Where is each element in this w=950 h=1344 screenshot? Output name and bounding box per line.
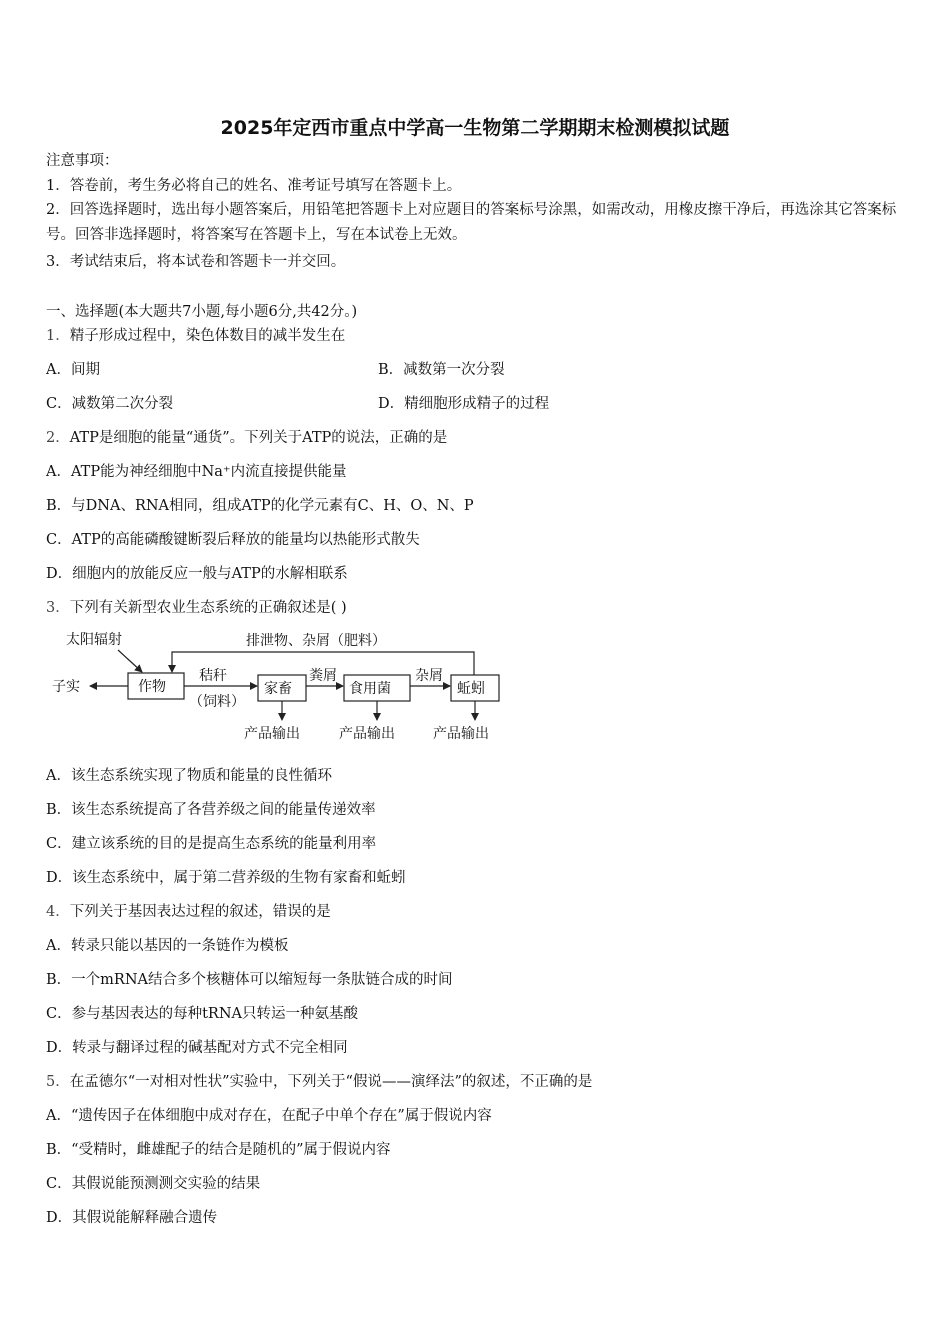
option-4c: C．参与基因表达的每种tRNA只转运一种氨基酸	[46, 1006, 358, 1022]
question-number: 2．	[46, 430, 70, 446]
seed-label: 子实	[52, 679, 80, 695]
option-2a: A．ATP能为神经细胞中Na⁺内流直接提供能量	[46, 464, 347, 480]
question-stem: 在孟德尔“一对相对性状”实验中，下列关于“假说——演绎法”的叙述，不正确的是	[69, 1074, 593, 1090]
straw-label: 秸秆	[199, 668, 227, 684]
fungi-label: 食用菌	[349, 681, 391, 697]
section-heading: 一、选择题(本大题共7小题,每小题6分,共42分。)	[46, 304, 358, 320]
option-5d: D．其假说能解释融合遗传	[46, 1210, 218, 1226]
manure-label: 粪屑	[309, 668, 337, 684]
question-5	[46, 1073, 592, 1091]
option-1c: C．减数第二次分裂	[46, 396, 174, 412]
option-5c: C．其假说能预测测交实验的结果	[46, 1176, 261, 1192]
question-number: 1．	[46, 328, 70, 344]
question-stem: 下列关于基因表达过程的叙述，错误的是	[69, 904, 331, 920]
output-label-3: 产品输出	[433, 726, 489, 742]
question-number: 3．	[46, 600, 70, 616]
question-number: 4．	[46, 904, 70, 920]
sun-label: 太阳辐射	[66, 632, 122, 648]
question-3	[46, 599, 347, 617]
option-1b: B．减数第一次分裂	[378, 362, 505, 378]
option-1d: D．精细胞形成精子的过程	[378, 396, 550, 412]
option-3d: D．该生态系统中，属于第二营养级的生物有家畜和蚯蚓	[46, 870, 406, 886]
option-3a: A．该生态系统实现了物质和能量的良性循环	[46, 768, 332, 784]
question-stem: 精子形成过程中，染色体数目的减半发生在	[69, 328, 346, 344]
feed-label: （饲料）	[189, 694, 245, 710]
question-4	[46, 903, 331, 921]
option-4b: B．一个mRNA结合多个核糖体可以缩短每一条肽链合成的时间	[46, 972, 453, 988]
debris-label: 杂屑	[415, 668, 443, 684]
question-stem: ATP是细胞的能量“通货”。下列关于ATP的说法，正确的是	[69, 430, 448, 446]
question-1	[46, 327, 345, 345]
question-number: 5．	[46, 1074, 70, 1090]
notice-item-3: 3．考试结束后，将本试卷和答题卡一并交回。	[46, 254, 346, 270]
sun-arrow	[118, 650, 142, 672]
earthworm-label: 蚯蚓	[457, 681, 485, 697]
option-1a: A．间期	[46, 362, 100, 378]
output-label-1: 产品输出	[244, 726, 300, 742]
option-3c: C．建立该系统的目的是提高生态系统的能量利用率	[46, 836, 377, 852]
option-2d: D．细胞内的放能反应一般与ATP的水解相联系	[46, 566, 348, 582]
option-5b: B．“受精时，雌雄配子的结合是随机的”属于假说内容	[46, 1142, 391, 1158]
feedback-label: 排泄物、杂屑（肥料）	[246, 633, 386, 649]
notice-item-1: 1．答卷前，考生务必将自己的姓名、准考证号填写在答题卡上。	[46, 178, 462, 194]
crop-label: 作物	[138, 679, 166, 695]
option-5a: A．“遗传因子在体细胞中成对存在，在配子中单个存在”属于假说内容	[46, 1108, 492, 1124]
output-label-2: 产品输出	[339, 726, 395, 742]
notice-heading: 注意事项：	[46, 153, 119, 169]
ecosystem-diagram	[46, 626, 516, 752]
option-2c: C．ATP的高能磷酸键断裂后释放的能量均以热能形式散失	[46, 532, 420, 548]
option-3b: B．该生态系统提高了各营养级之间的能量传递效率	[46, 802, 376, 818]
livestock-label: 家畜	[264, 681, 292, 697]
question-stem: 下列有关新型农业生态系统的正确叙述是( )	[69, 600, 347, 616]
page-title: 2025年定西市重点中学高一生物第二学期期末检测模拟试题	[220, 117, 730, 139]
question-2	[46, 429, 447, 447]
option-2b: B．与DNA、RNA相同，组成ATP的化学元素有C、H、O、N、P	[46, 498, 474, 514]
option-4a: A．转录只能以基因的一条链作为模板	[46, 938, 289, 954]
notice-item-2: 2．回答选择题时，选出每小题答案后，用铅笔把答题卡上对应题目的答案标号涂黑，如需改动，用橡皮擦干净后，再选涂其它答案标号。回答非选择题时，将答案写在答题卡上，写在本试卷上无效。	[46, 202, 897, 243]
option-4d: D．转录与翻译过程的碱基配对方式不完全相同	[46, 1040, 348, 1056]
